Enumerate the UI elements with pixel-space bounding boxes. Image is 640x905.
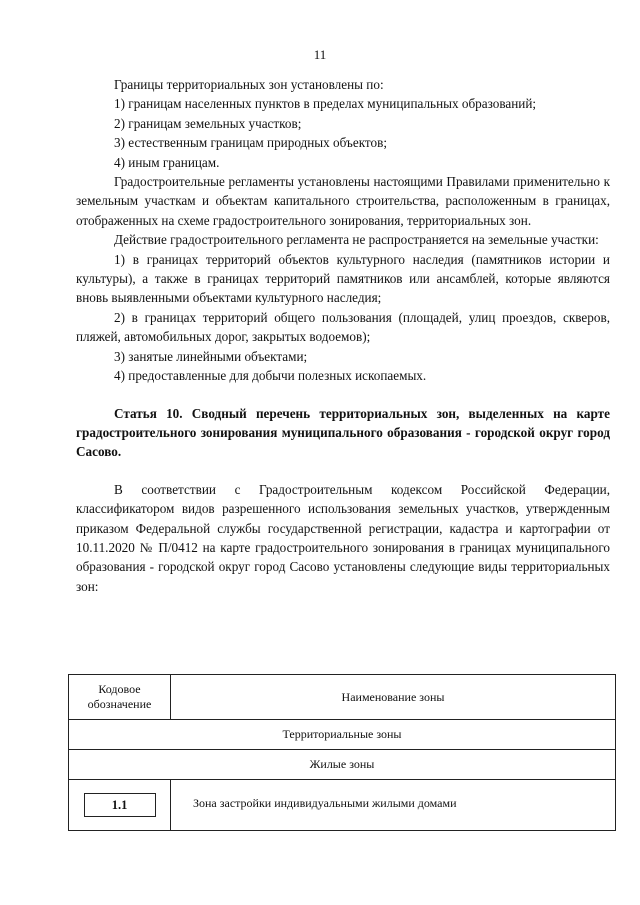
article-heading: Статья 10. Сводный перечень территориальных зон, выделенных на карте градостроительного зонирования муниципального образования - городской округ город Сасово.	[76, 405, 610, 460]
paragraph-zone-borders: Границы территориальных зон установлены по:	[114, 77, 384, 92]
list-item: 4) предоставленные для добычи полезных ископаемых.	[114, 368, 427, 384]
table-header-row	[69, 675, 616, 720]
header-code-line2: обозначение	[87, 697, 152, 711]
list-item: 1) границам населенных пунктов в пределах муниципальных образований;	[114, 96, 537, 112]
table-row	[69, 780, 616, 831]
list-item: 2) в границах территорий общего пользования (площадей, улиц проездов, скверов, пляжей, автомобильных дорог, закрытых водоемов);	[76, 309, 610, 345]
subgroup-row	[69, 750, 616, 780]
header-name: Наименование зоны	[171, 675, 616, 720]
zone-code-box: 1.1	[84, 793, 156, 817]
subgroup-title: Жилые зоны	[69, 750, 616, 780]
spacer	[76, 462, 610, 480]
paragraph-exceptions: Действие градостроительного регламента не распространяется на земельные участки:	[114, 232, 599, 248]
list-item: 2) границам земельных участков;	[114, 115, 302, 131]
header-code-line1: Кодовое	[98, 682, 141, 696]
header-code	[69, 675, 171, 720]
document-body	[76, 75, 610, 596]
zone-name-cell: Зона застройки индивидуальными жилыми домами	[171, 780, 616, 831]
article-body: В соответствии с Градостроительным кодексом Российской Федерации, классификатором видов разрешенного использования земельных участков, утвержденным приказом Федеральной службы государственной регистрации, кадастра и картографии от 10.11.2020 № П/0412 на карте градостроительного зонирования в границах муниципального образования - городской округ город Сасово установлены следующие виды территориальных зон:	[76, 481, 610, 594]
list-item: 1) в границах территорий объектов культурного наследия (памятников истории и культуры), а также в границах территорий памятников или ансамблей, которые являются вновь выявленными объектами культурного наследия;	[76, 251, 610, 306]
list-item: 3) естественным границам природных объектов;	[114, 135, 388, 151]
group-title: Территориальные зоны	[69, 720, 616, 750]
spacer	[76, 386, 610, 404]
group-row	[69, 720, 616, 750]
list-item: 4) иным границам.	[114, 154, 220, 170]
page-number: 11	[313, 47, 327, 62]
paragraph-regulations: Градостроительные регламенты установлены настоящими Правилами применительно к земельным участкам и объектам капитального строительства, расположенным в границах, отображенных на схеме градостроительного зонирования, территориальных зон.	[76, 174, 610, 228]
list-item: 3) занятые линейными объектами;	[114, 348, 308, 364]
zone-code-cell	[69, 780, 171, 831]
zones-table	[68, 674, 616, 831]
